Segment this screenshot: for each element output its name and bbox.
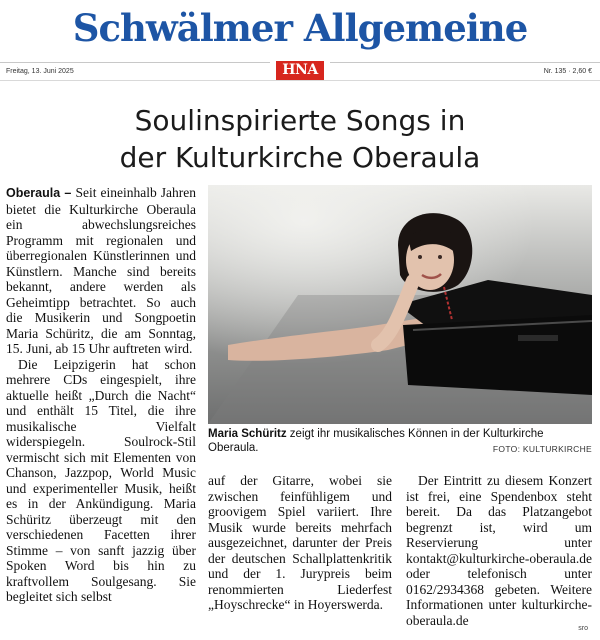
article-headline — [0, 102, 600, 176]
headline-line-1: Soulinspirierte Songs in — [134, 104, 466, 137]
newspaper-masthead: Schwälmer Allgemeine — [72, 6, 528, 50]
paragraph-intro — [6, 185, 196, 357]
article-column-1 — [6, 185, 196, 605]
masthead-rule-left — [0, 62, 270, 63]
article-photo — [208, 185, 592, 424]
hna-logo: HNA — [276, 61, 324, 80]
paragraph-admission: Der Eintritt zu diesem Konzert ist frei, eine Spendenbox steht bereit. Da das Platzangebot begrenzt ist, wird um Reservierung unter kontakt@kulturkirche-oberaula.de oder telefonisch unter 0162/2934368 gebeten. Weitere Informationen unter kulturkirche-oberaula.de — [406, 473, 592, 628]
dateline-location: Oberaula – — [6, 186, 76, 200]
article-column-2 — [208, 473, 392, 613]
issue-date: Freitag, 13. Juni 2025 — [6, 68, 74, 75]
headline-line-2: der Kulturkirche Oberaula — [119, 141, 481, 174]
article-column-3 — [406, 473, 592, 628]
performer-photo-illustration — [208, 185, 592, 424]
paragraph-guitar: auf der Gitarre, wobei sie zwischen feinfühligem und groovigem Spiel variiert. Ihre Musik wurde bereits mehrfach ausgezeichnet, darunter der Preis der deutschen Schallplattenkritik und der 1. Jurypreis beim renommierten Liederfest „Hoyschrecke“ in Hoyerswerda. — [208, 473, 392, 612]
header-divider — [0, 80, 600, 81]
caption-name: Maria Schüritz — [208, 428, 287, 440]
paragraph-intro-text: Seit eineinhalb Jahren bietet die Kulturkirche Oberaula ein abwechslungsreiches Programm mit regionalen und überregionalen Künstlerinnen und Künstlern. Manche sind bereits bekannt, andere werden als Geheimtipp betrachtet. So auch die Musikerin und Songpoetin Maria Schüritz, die am Sonntag, 15. Juni, ab 15 Uhr auftreten wird. — [6, 185, 196, 356]
caption-text: zeigt ihr musikalisches Können in der Kulturkirche Oberaula. — [208, 428, 544, 454]
paragraph-cds: Die Leipzigerin hat schon mehrere CDs eingespielt, ihre aktuelle heißt „Durch die Nacht“ und enthält 15 Titel, die ihre musikalische Vielfalt widerspiegeln. Soulrock-Stil vermischt sich mit Elementen von Chanson, Jazzpop, World Music und experimenteller Musik, heißt es in der Ankündigung. Maria Schüritz überzeugt mit den verschiedenen Facetten ihrer Stimme – von sanft jazzig über Spoken Word bis hin zu kraftvollem Soulgesang. Sie begleitet sich selbst — [6, 356, 196, 604]
photo-credit: FOTO: KULTURKIRCHE — [492, 444, 592, 454]
issue-number-price: Nr. 135 · 2,60 € — [543, 68, 592, 75]
author-signature: sro — [578, 625, 588, 632]
masthead-rule-right — [330, 62, 600, 63]
photo-caption — [208, 427, 592, 455]
